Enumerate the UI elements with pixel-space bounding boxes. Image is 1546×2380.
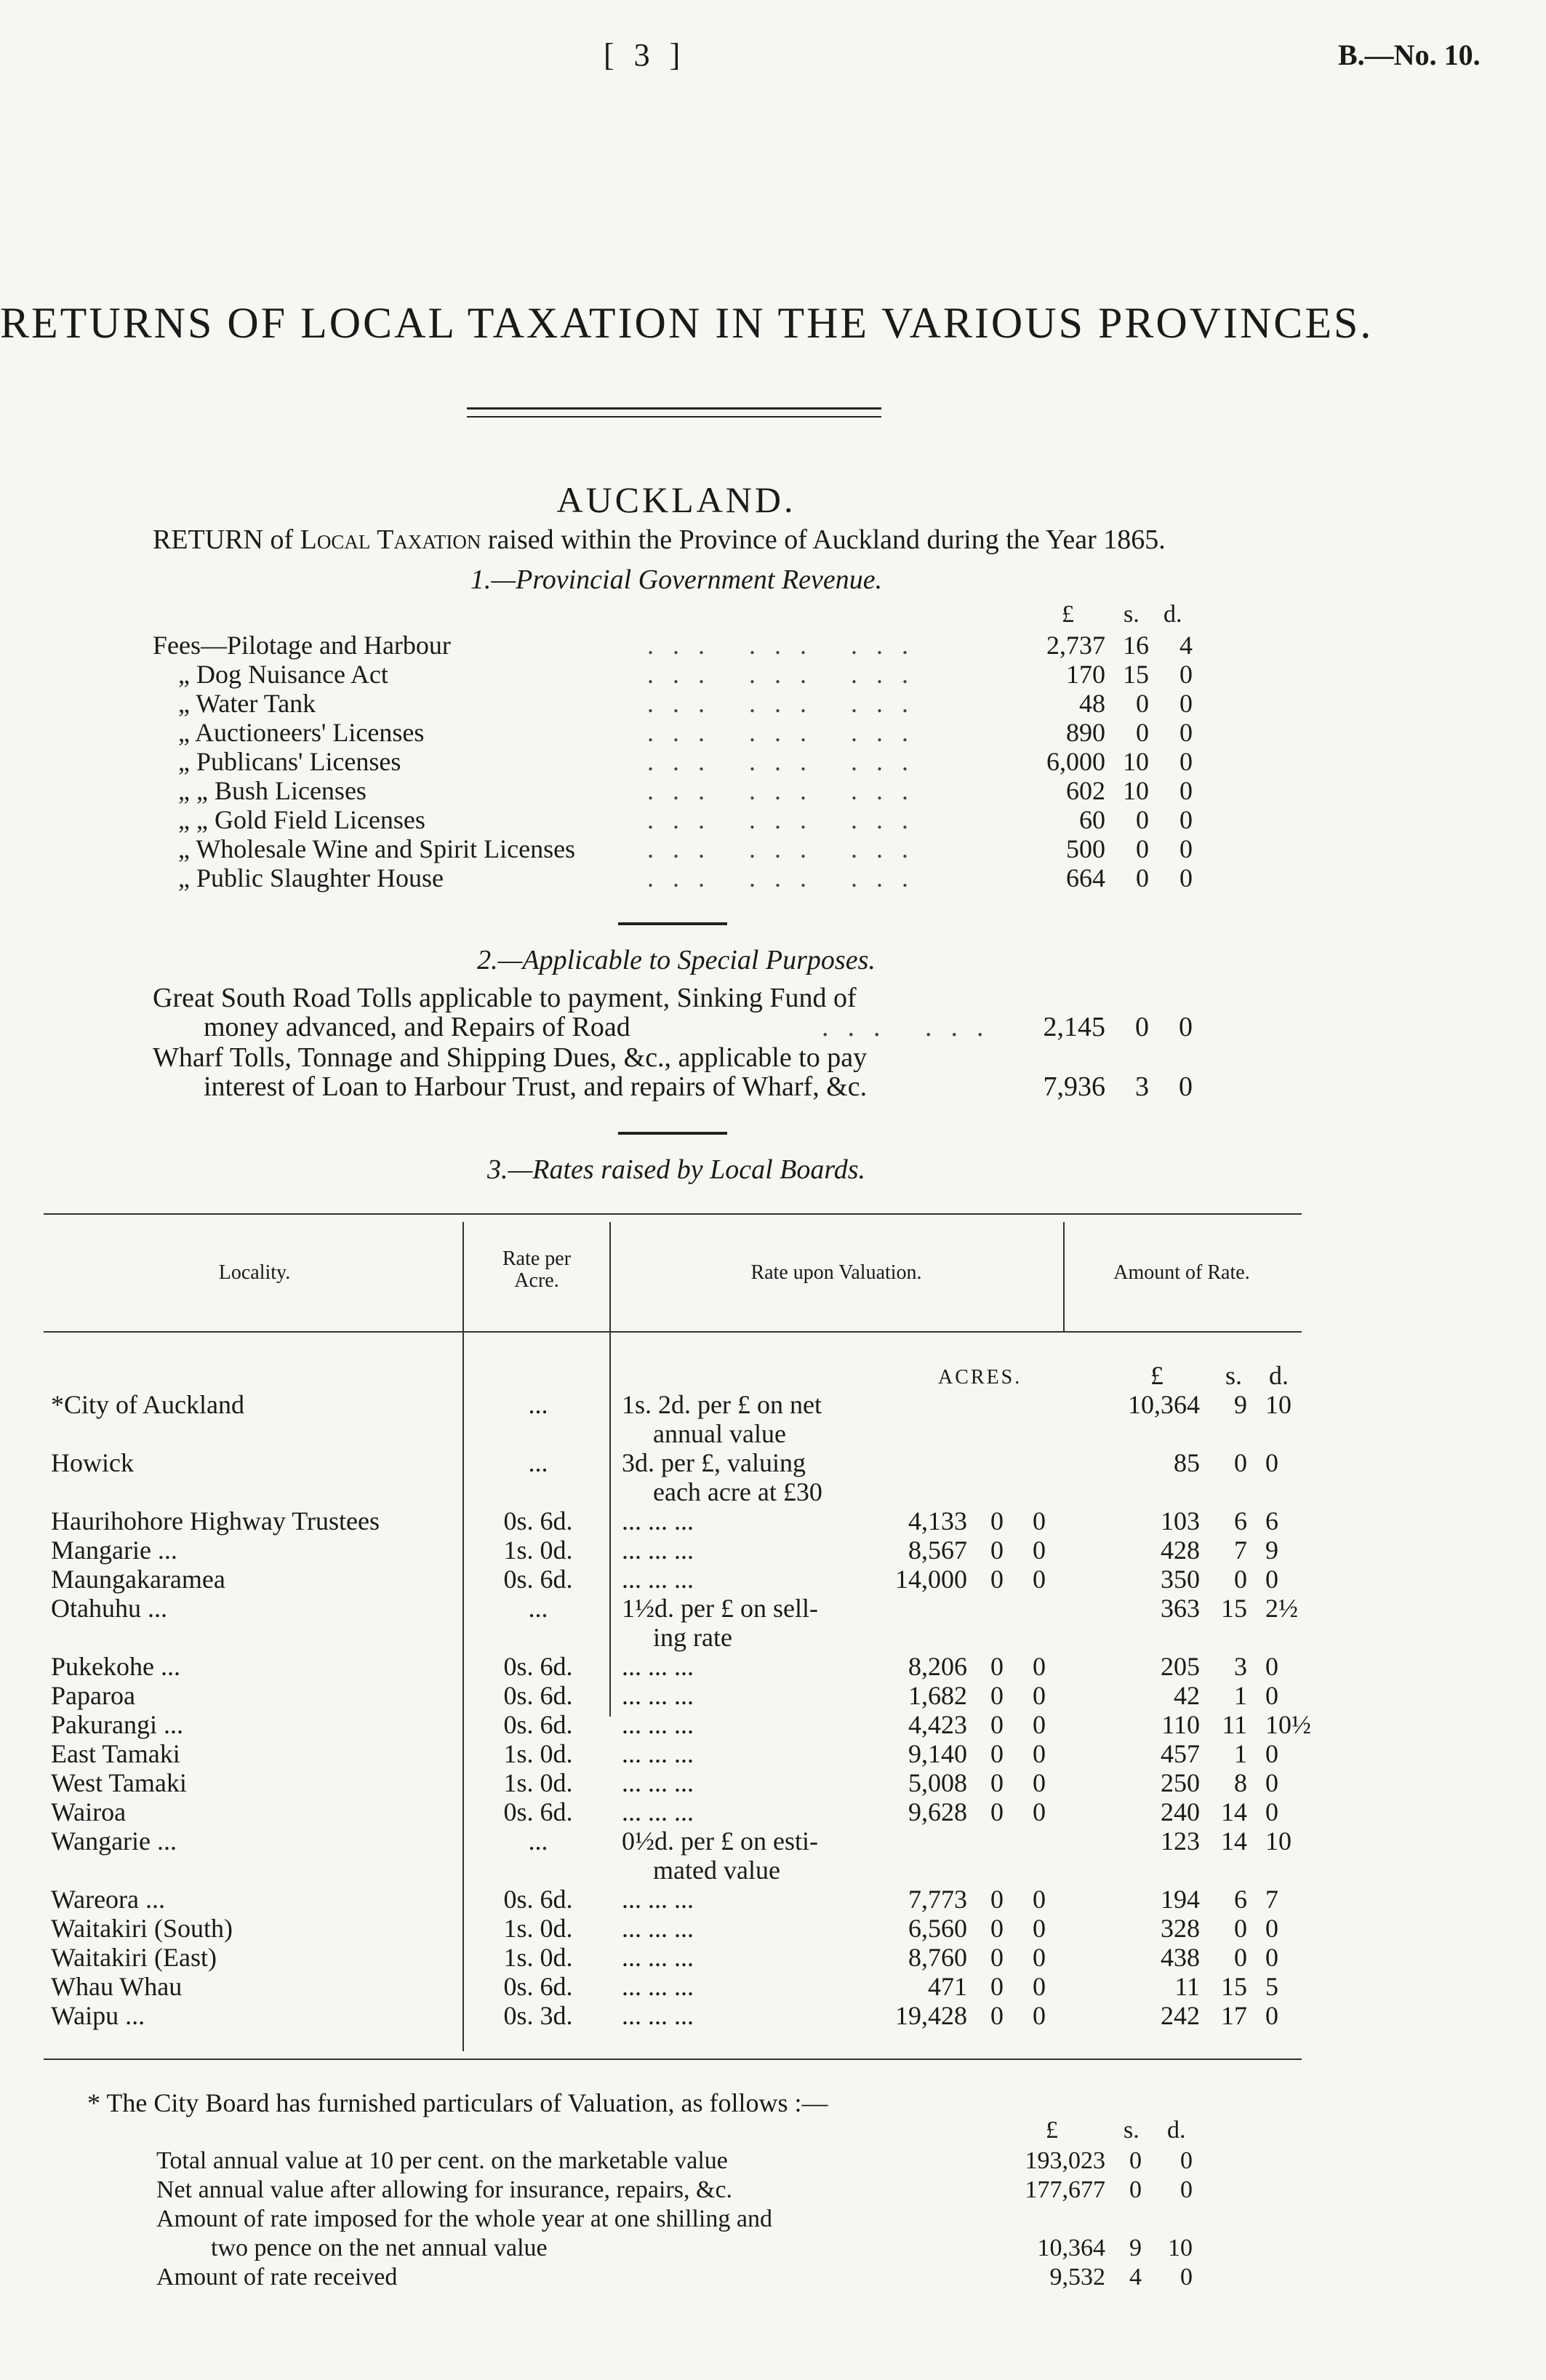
locality-name: Whau Whau xyxy=(51,1972,183,2001)
section2-item1-line1: Great South Road Tolls applicable to payment, Sinking Fund of xyxy=(153,983,857,1013)
amount-shillings: 0 xyxy=(1234,1943,1247,1972)
amount-pounds: 11 xyxy=(1174,1972,1200,2001)
amount-pence: 5 xyxy=(1265,1972,1278,2001)
amount-pence: 0 xyxy=(1265,1681,1278,1710)
acres-value: 7,773 xyxy=(908,1885,967,1914)
table-top-rule xyxy=(44,1213,1302,1215)
section1-row-pounds: 664 xyxy=(1066,863,1105,892)
locality-name: Mangarie ... xyxy=(51,1536,177,1565)
footnote-row-pounds: 9,532 xyxy=(1049,2264,1105,2291)
acres-pence: 0 xyxy=(1033,1914,1046,1943)
footnote-row-pence: 10 xyxy=(1168,2235,1193,2261)
section1-row-pence: 4 xyxy=(1179,631,1193,660)
locality-name: Waipu ... xyxy=(51,2001,145,2030)
locality-name: Wangarie ... xyxy=(51,1826,177,1856)
amount-pence: 0 xyxy=(1265,1914,1278,1943)
province-heading: AUCKLAND. xyxy=(556,479,796,520)
section1-row-label: „ Auctioneers' Licenses xyxy=(178,718,425,747)
acres-shillings: 0 xyxy=(990,1768,1004,1797)
rate-per-acre: 0s. 6d. xyxy=(503,1710,573,1739)
acres-value: 471 xyxy=(928,1972,967,2001)
amount-pence: 7 xyxy=(1265,1885,1278,1914)
valuation-text: ... ... ... xyxy=(622,1681,694,1710)
section1-row-shillings: 0 xyxy=(1136,718,1149,747)
header-amount-of-rate: Amount of Rate. xyxy=(1113,1261,1250,1284)
valuation-text: ... ... ... xyxy=(622,1768,694,1797)
footnote-row-label: Net annual value after allowing for insurance, repairs, &c. xyxy=(156,2176,733,2203)
acres-value: 19,428 xyxy=(895,2001,967,2030)
acres-pence: 0 xyxy=(1033,1885,1046,1914)
section1-row-pounds: 890 xyxy=(1066,718,1105,747)
locality-name: Haurihohore Highway Trustees xyxy=(51,1506,380,1536)
column-divider-2 xyxy=(609,1222,611,1717)
footnote-row-label: Amount of rate imposed for the whole year at one shilling and xyxy=(156,2205,772,2232)
rate-per-acre: 0s. 6d. xyxy=(503,1681,573,1710)
section1-row-pence: 0 xyxy=(1179,747,1193,776)
amount-pence: 0 xyxy=(1265,2001,1278,2030)
valuation-text: ... ... ... xyxy=(622,1652,694,1681)
acres-pence: 0 xyxy=(1033,1972,1046,2001)
rate-per-acre: 1s. 0d. xyxy=(503,1768,573,1797)
acres-value: 9,140 xyxy=(908,1739,967,1768)
footnote-col-shillings: s. xyxy=(1124,2117,1140,2144)
valuation-text: ... ... ... xyxy=(622,1710,694,1739)
amount-pounds: 428 xyxy=(1161,1536,1200,1565)
amount-shillings: 1 xyxy=(1234,1739,1247,1768)
acres-value: 8,567 xyxy=(908,1536,967,1565)
valuation-text: ... ... ... xyxy=(622,1914,694,1943)
footnote-col-pounds: £ xyxy=(1046,2117,1058,2144)
return-line xyxy=(153,524,1166,556)
section2-item2-shillings: 3 xyxy=(1135,1071,1149,1102)
locality-name: Wareora ... xyxy=(51,1885,166,1914)
acres-shillings: 0 xyxy=(990,1652,1004,1681)
amount-shillings: 17 xyxy=(1221,2001,1247,2030)
leader-dots: ... ... ... xyxy=(647,660,927,689)
amount-pounds: 103 xyxy=(1161,1506,1200,1536)
footnote-row-pence: 0 xyxy=(1180,2264,1193,2291)
amount-shillings: 15 xyxy=(1221,1594,1247,1623)
valuation-text: 1½d. per £ on sell- xyxy=(622,1594,818,1623)
table-bottom-rule xyxy=(44,2058,1302,2060)
amount-pence: 0 xyxy=(1265,1448,1278,1477)
acres-shillings: 0 xyxy=(990,1710,1004,1739)
section3-title: 3.—Rates raised by Local Boards. xyxy=(486,1154,865,1185)
amount-pence: 0 xyxy=(1265,1739,1278,1768)
amount-pence: 10½ xyxy=(1265,1710,1311,1739)
document-reference: B.—No. 10. xyxy=(1338,39,1481,71)
valuation-text: ... ... ... xyxy=(622,1797,694,1826)
rate-per-acre: 0s. 3d. xyxy=(503,2001,573,2030)
section1-row-pounds: 6,000 xyxy=(1046,747,1105,776)
valuation-text-cont: mated value xyxy=(653,1856,780,1885)
footnote-row-shillings: 4 xyxy=(1129,2264,1142,2291)
section2-item1-line2: money advanced, and Repairs of Road xyxy=(204,1012,630,1042)
amount-shillings: 0 xyxy=(1234,1914,1247,1943)
acres-shillings: 0 xyxy=(990,1914,1004,1943)
acres-pence: 0 xyxy=(1033,1943,1046,1972)
acres-label: ACRES. xyxy=(938,1366,1022,1389)
acres-value: 4,423 xyxy=(908,1710,967,1739)
section1-col-pounds: £ xyxy=(1062,601,1074,628)
rate-per-acre: ... xyxy=(528,1826,548,1856)
section1-row-pence: 0 xyxy=(1179,689,1193,718)
section1-row-pence: 0 xyxy=(1179,718,1193,747)
rate-per-acre: 0s. 6d. xyxy=(503,1885,573,1914)
amount-pounds: 42 xyxy=(1174,1681,1200,1710)
valuation-text: ... ... ... xyxy=(622,1536,694,1565)
section1-col-pence: d. xyxy=(1163,601,1182,628)
leader-dots: ... ... ... xyxy=(647,776,927,805)
acres-shillings: 0 xyxy=(990,1885,1004,1914)
return-prefix: RETURN of xyxy=(153,524,294,555)
valuation-text: ... ... ... xyxy=(622,2001,694,2030)
section1-row-pence: 0 xyxy=(1179,834,1193,863)
section2-item1-shillings: 0 xyxy=(1135,1012,1149,1042)
rate-per-acre: 0s. 6d. xyxy=(503,1797,573,1826)
locality-name: Pukekohe ... xyxy=(51,1652,180,1681)
section1-row-label: „ „ Gold Field Licenses xyxy=(178,805,425,834)
section3-col-shillings: s. xyxy=(1225,1361,1243,1390)
amount-shillings: 1 xyxy=(1234,1681,1247,1710)
amount-pence: 9 xyxy=(1265,1536,1278,1565)
acres-shillings: 0 xyxy=(990,1972,1004,2001)
valuation-text: 0½d. per £ on esti- xyxy=(622,1826,818,1856)
valuation-text: ... ... ... xyxy=(622,1943,694,1972)
header-rate-per-acre-1: Rate per xyxy=(502,1247,572,1270)
main-title: RETURNS OF LOCAL TAXATION IN THE VARIOUS PROVINCES. xyxy=(0,299,1374,347)
amount-pounds: 123 xyxy=(1161,1826,1200,1856)
leader-dots: ... ... ... xyxy=(647,805,927,834)
acres-shillings: 0 xyxy=(990,1797,1004,1826)
amount-shillings: 15 xyxy=(1221,1972,1247,2001)
footnote-row-shillings: 0 xyxy=(1129,2147,1142,2174)
locality-name: Wairoa xyxy=(51,1797,127,1826)
valuation-text: 1s. 2d. per £ on net xyxy=(622,1390,822,1419)
amount-pounds: 457 xyxy=(1161,1739,1200,1768)
footnote-row-shillings: 9 xyxy=(1129,2235,1142,2261)
amount-pounds: 10,364 xyxy=(1128,1390,1200,1419)
amount-pence: 0 xyxy=(1265,1768,1278,1797)
rate-per-acre: 0s. 6d. xyxy=(503,1506,573,1536)
leader-dots: ... ... xyxy=(822,1012,1003,1042)
acres-pence: 0 xyxy=(1033,1536,1046,1565)
section1-end-rule xyxy=(618,922,727,925)
section1-row-pounds: 500 xyxy=(1066,834,1105,863)
amount-pounds: 242 xyxy=(1161,2001,1200,2030)
amount-pence: 2½ xyxy=(1265,1594,1298,1623)
amount-pounds: 85 xyxy=(1174,1448,1200,1477)
valuation-text: ... ... ... xyxy=(622,1565,694,1594)
section1-row-pence: 0 xyxy=(1179,776,1193,805)
rate-per-acre: 1s. 0d. xyxy=(503,1914,573,1943)
section1-row-shillings: 0 xyxy=(1136,805,1149,834)
acres-pence: 0 xyxy=(1033,1739,1046,1768)
section1-row-pounds: 60 xyxy=(1079,805,1105,834)
amount-pounds: 250 xyxy=(1161,1768,1200,1797)
acres-shillings: 0 xyxy=(990,1943,1004,1972)
locality-name: Paparoa xyxy=(51,1681,135,1710)
column-divider-3 xyxy=(1063,1222,1065,1331)
amount-shillings: 11 xyxy=(1222,1710,1247,1739)
footnote-row-label: Total annual value at 10 per cent. on the marketable value xyxy=(156,2147,728,2174)
amount-shillings: 14 xyxy=(1221,1797,1247,1826)
amount-pence: 0 xyxy=(1265,1565,1278,1594)
locality-name: *City of Auckland xyxy=(51,1390,244,1419)
leader-dots: ... ... ... xyxy=(647,863,927,892)
amount-pence: 6 xyxy=(1265,1506,1278,1536)
locality-name: Howick xyxy=(51,1448,134,1477)
section1-row-shillings: 0 xyxy=(1136,863,1149,892)
footnote-row-pounds: 193,023 xyxy=(1025,2147,1105,2174)
rate-per-acre: 1s. 0d. xyxy=(503,1943,573,1972)
section1-row-label: „ Publicans' Licenses xyxy=(178,747,401,776)
acres-pence: 0 xyxy=(1033,1565,1046,1594)
section2-item1-pounds: 2,145 xyxy=(1043,1012,1105,1042)
acres-value: 8,206 xyxy=(908,1652,967,1681)
valuation-text: 3d. per £, valuing xyxy=(622,1448,806,1477)
acres-value: 5,008 xyxy=(908,1768,967,1797)
rate-per-acre: 0s. 6d. xyxy=(503,1565,573,1594)
amount-pounds: 205 xyxy=(1161,1652,1200,1681)
amount-pounds: 438 xyxy=(1161,1943,1200,1972)
rate-per-acre: 1s. 0d. xyxy=(503,1536,573,1565)
leader-dots: ... ... ... xyxy=(647,718,927,747)
locality-name: Waitakiri (East) xyxy=(51,1943,217,1972)
locality-name: Waitakiri (South) xyxy=(51,1914,233,1943)
locality-name: Otahuhu ... xyxy=(51,1594,167,1623)
column-divider-1 xyxy=(462,1222,464,2051)
acres-pence: 0 xyxy=(1033,1797,1046,1826)
footnote-row-pounds: 177,677 xyxy=(1025,2176,1105,2203)
locality-name: West Tamaki xyxy=(51,1768,187,1797)
section2-item2-line2: interest of Loan to Harbour Trust, and repairs of Wharf, &c. xyxy=(204,1071,868,1102)
section1-row-label: „ Wholesale Wine and Spirit Licenses xyxy=(178,834,576,863)
acres-value: 6,560 xyxy=(908,1914,967,1943)
amount-pounds: 110 xyxy=(1161,1710,1200,1739)
section3-col-pence: d. xyxy=(1269,1361,1289,1390)
section1-row-pounds: 170 xyxy=(1066,660,1105,689)
rate-per-acre: 0s. 6d. xyxy=(503,1972,573,2001)
acres-value: 1,682 xyxy=(908,1681,967,1710)
acres-pence: 0 xyxy=(1033,1652,1046,1681)
locality-name: Pakurangi ... xyxy=(51,1710,183,1739)
locality-name: East Tamaki xyxy=(51,1739,180,1768)
page-number: [ 3 ] xyxy=(604,37,686,73)
acres-shillings: 0 xyxy=(990,2001,1004,2030)
valuation-text-cont: ing rate xyxy=(653,1623,732,1652)
acres-value: 9,628 xyxy=(908,1797,967,1826)
amount-pence: 0 xyxy=(1265,1797,1278,1826)
section3-col-pounds: £ xyxy=(1150,1361,1163,1390)
acres-pence: 0 xyxy=(1033,2001,1046,2030)
section1-row-shillings: 0 xyxy=(1136,689,1149,718)
leader-dots: ... ... ... xyxy=(647,747,927,776)
amount-shillings: 7 xyxy=(1234,1536,1247,1565)
header-rate-per-acre-2: Acre. xyxy=(514,1269,559,1292)
footnote-row-pence: 0 xyxy=(1180,2147,1193,2174)
section2-item2-pounds: 7,936 xyxy=(1043,1071,1105,1102)
valuation-text-cont: each acre at £30 xyxy=(653,1477,822,1506)
section1-row-label: „ Public Slaughter House xyxy=(178,863,444,892)
title-rule-bottom xyxy=(467,416,881,418)
header-locality: Locality. xyxy=(218,1261,291,1284)
valuation-text: ... ... ... xyxy=(622,1506,694,1536)
section1-row-label: „ „ Bush Licenses xyxy=(178,776,367,805)
amount-pounds: 328 xyxy=(1161,1914,1200,1943)
amount-pounds: 240 xyxy=(1161,1797,1200,1826)
amount-pence: 10 xyxy=(1265,1390,1291,1419)
section1-row-pence: 0 xyxy=(1179,660,1193,689)
footnote-row-label: Amount of rate received xyxy=(156,2264,398,2291)
acres-shillings: 0 xyxy=(990,1506,1004,1536)
section1-row-pounds: 48 xyxy=(1079,689,1105,718)
section1-row-label: Fees—Pilotage and Harbour xyxy=(153,631,451,660)
section1-row-pence: 0 xyxy=(1179,805,1193,834)
footnote-row-pence: 0 xyxy=(1180,2176,1193,2203)
return-suffix: raised within the Province of Auckland during the Year 1865. xyxy=(487,524,1166,555)
section2-end-rule xyxy=(618,1132,727,1135)
section1-row-label: „ Dog Nuisance Act xyxy=(178,660,388,689)
acres-value: 8,760 xyxy=(908,1943,967,1972)
amount-shillings: 0 xyxy=(1234,1448,1247,1477)
amount-pounds: 194 xyxy=(1161,1885,1200,1914)
acres-pence: 0 xyxy=(1033,1710,1046,1739)
leader-dots: ... ... ... xyxy=(647,631,927,660)
section2-item2-line1: Wharf Tolls, Tonnage and Shipping Dues, &c., applicable to pay xyxy=(153,1042,868,1073)
header-rate-upon-valuation: Rate upon Valuation. xyxy=(750,1261,922,1284)
amount-shillings: 6 xyxy=(1234,1506,1247,1536)
section1-row-shillings: 15 xyxy=(1123,660,1149,689)
section2-item1-pence: 0 xyxy=(1179,1012,1193,1042)
section1-row-pounds: 602 xyxy=(1066,776,1105,805)
locality-name: Maungakaramea xyxy=(51,1565,225,1594)
valuation-text: ... ... ... xyxy=(622,1972,694,2001)
amount-pounds: 363 xyxy=(1161,1594,1200,1623)
amount-pounds: 350 xyxy=(1161,1565,1200,1594)
section1-row-pence: 0 xyxy=(1179,863,1193,892)
rate-per-acre: ... xyxy=(528,1390,548,1419)
section1-row-shillings: 16 xyxy=(1123,631,1149,660)
acres-value: 4,133 xyxy=(908,1506,967,1536)
acres-pence: 0 xyxy=(1033,1768,1046,1797)
footnote-col-pence: d. xyxy=(1167,2117,1186,2144)
section1-row-pounds: 2,737 xyxy=(1046,631,1105,660)
acres-pence: 0 xyxy=(1033,1506,1046,1536)
amount-pence: 10 xyxy=(1265,1826,1291,1856)
footnote-row-label-cont: two pence on the net annual value xyxy=(211,2235,548,2261)
amount-shillings: 14 xyxy=(1221,1826,1247,1856)
valuation-text: ... ... ... xyxy=(622,1739,694,1768)
amount-shillings: 3 xyxy=(1234,1652,1247,1681)
footnote-row-pounds: 10,364 xyxy=(1037,2235,1105,2261)
rate-per-acre: 1s. 0d. xyxy=(503,1739,573,1768)
valuation-text-cont: annual value xyxy=(653,1419,786,1448)
amount-pence: 0 xyxy=(1265,1943,1278,1972)
acres-pence: 0 xyxy=(1033,1681,1046,1710)
rate-per-acre: 0s. 6d. xyxy=(503,1652,573,1681)
leader-dots: ... ... ... xyxy=(647,689,927,718)
title-rule-top xyxy=(467,407,881,410)
section2-title: 2.—Applicable to Special Purposes. xyxy=(477,945,876,975)
section1-row-label: „ Water Tank xyxy=(178,689,316,718)
section1-row-shillings: 10 xyxy=(1123,747,1149,776)
section1-col-shillings: s. xyxy=(1124,601,1140,628)
amount-pence: 0 xyxy=(1265,1652,1278,1681)
section1-row-shillings: 10 xyxy=(1123,776,1149,805)
rate-per-acre: ... xyxy=(528,1594,548,1623)
amount-shillings: 8 xyxy=(1234,1768,1247,1797)
leader-dots: ... ... ... xyxy=(647,834,927,863)
acres-shillings: 0 xyxy=(990,1681,1004,1710)
rate-per-acre: ... xyxy=(528,1448,548,1477)
section2-item2-pence: 0 xyxy=(1179,1071,1193,1102)
amount-shillings: 9 xyxy=(1234,1390,1247,1419)
return-smallcaps: Local Taxation xyxy=(300,524,481,555)
amount-shillings: 0 xyxy=(1234,1565,1247,1594)
footnote-row-shillings: 0 xyxy=(1129,2176,1142,2203)
section1-title: 1.—Provincial Government Revenue. xyxy=(470,564,883,595)
acres-value: 14,000 xyxy=(895,1565,967,1594)
acres-shillings: 0 xyxy=(990,1739,1004,1768)
amount-shillings: 6 xyxy=(1234,1885,1247,1914)
acres-shillings: 0 xyxy=(990,1565,1004,1594)
table-header-rule xyxy=(44,1331,1302,1333)
acres-shillings: 0 xyxy=(990,1536,1004,1565)
section1-row-shillings: 0 xyxy=(1136,834,1149,863)
valuation-text: ... ... ... xyxy=(622,1885,694,1914)
footnote-intro: * The City Board has furnished particulars of Valuation, as follows :— xyxy=(87,2088,828,2117)
